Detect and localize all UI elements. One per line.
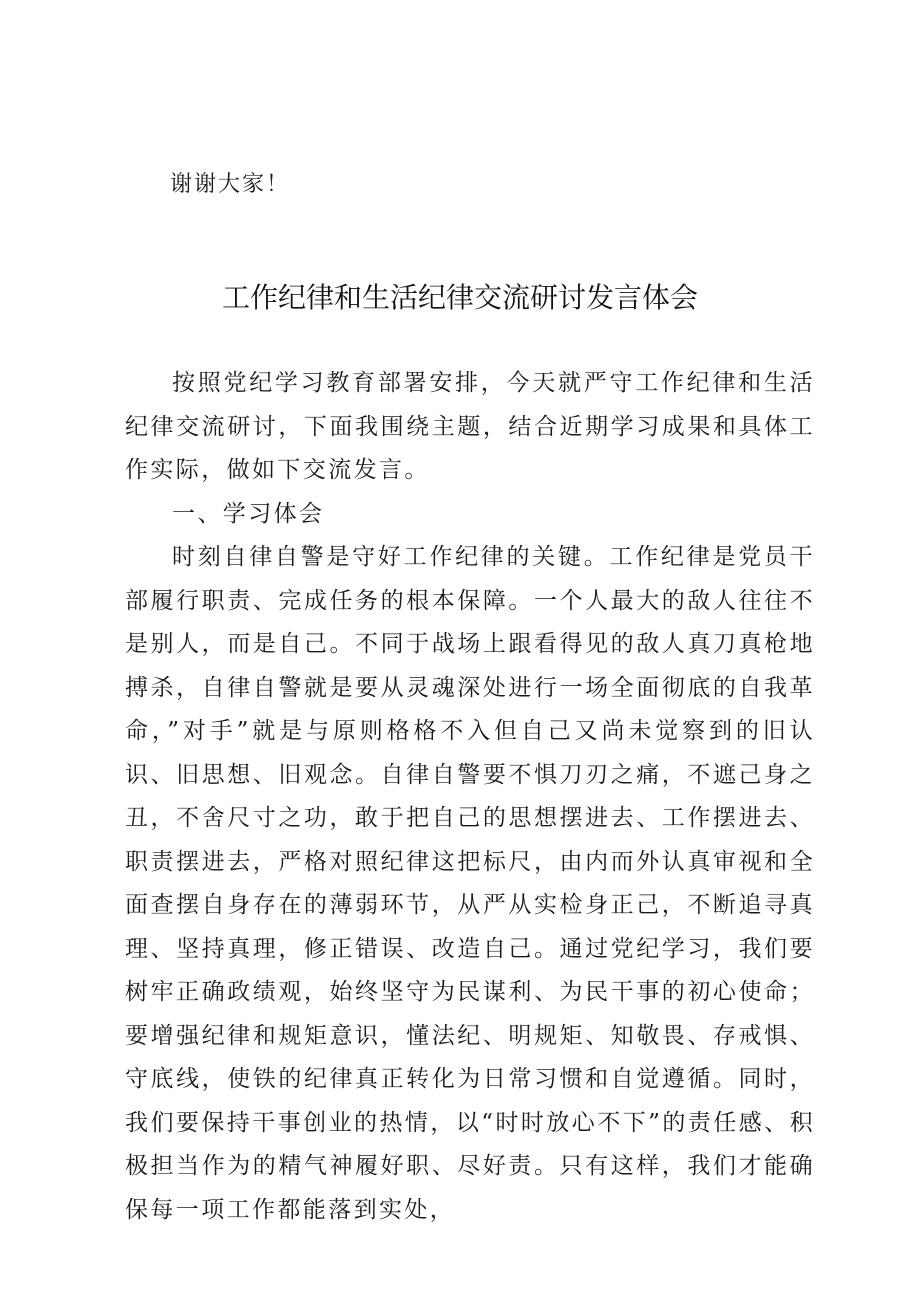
section-paragraph: 时刻自律自警是守好工作纪律的关键。工作纪律是党员干部履行职责、完成任务的根本保障。一个人最大的敌人往往不是别人，而是自己。不同于战场上跟看得见的敌人真刀真枪地搏杀，自律自警就是要从灵魂深处进行一场全面彻底的自我革命，”对手”就是与原则格格不入但自己又尚未觉察到的旧认识、旧思想、旧观念。自律自警要不惧刀刃之痛，不遮己身之丑，不舍尺寸之功，敢于把自己的思想摆进去、工作摆进去、职责摆进去，严格对照纪律这把标尺，由内而外认真审视和全面查摆自身存在的薄弱环节，从严从实检身正己，不断追寻真理、坚持真理，修正错误、改造自己。通过党纪学习，我们要树牢正确政绩观，始终坚守为民谋利、为民干事的初心使命；要增强纪律和规矩意识，懂法纪、明规矩、知敬畏、存戒惧、守底线，使铁的纪律真正转化为日常习惯和自觉遵循。同时，我们要保持干事创业的热情，以“时时放心不下”的责任感、积极担当作为的精气神履好职、尽好责。只有这样，我们才能确保每一项工作都能落到实处， (125, 544, 815, 1223)
intro-paragraph: 按照党纪学习教育部署安排，今天就严守工作纪律和生活纪律交流研讨，下面我围绕主题，结合近期学习成果和具体工作实际，做如下交流发言。 (125, 370, 815, 483)
closing-line: 谢谢大家！ (170, 172, 291, 197)
section-heading: 一、学习体会 (172, 501, 325, 527)
document-title: 工作纪律和生活纪律交流研讨发言体会 (221, 281, 698, 314)
